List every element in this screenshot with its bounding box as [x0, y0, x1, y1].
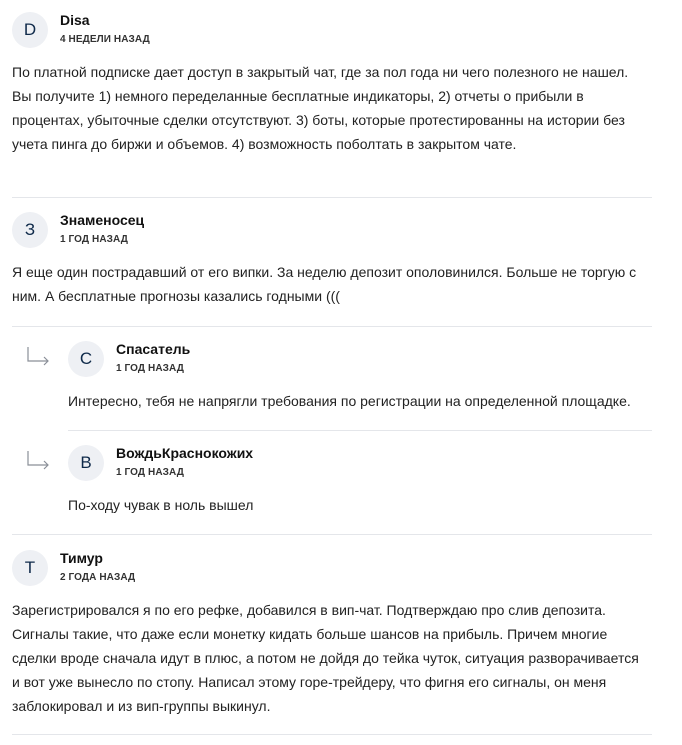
- divider: [12, 197, 652, 198]
- avatar: З: [12, 212, 48, 248]
- reply-comment: [68, 445, 652, 517]
- comment-time: 1 ГОД НАЗАД: [116, 467, 184, 478]
- comment-text: Интересно, тебя не напрягли требования по регистрации на определенной площадке.: [68, 393, 631, 409]
- comment-text: По платной подписке дает доступ в закрытый чат, где за пол года ни чего полезного не нашел. Вы получите 1) немного переделанные бесплатные индикаторы, 2) отчеты о прибыли в процентах, убыточные сделки отсутствуют. 3) боты, которые протестированны на истории без учета пинга до биржи и объемов. 4) возможность поболтать в закрытом чате.: [12, 64, 629, 152]
- divider: [68, 430, 652, 431]
- comment-time: 1 ГОД НАЗАД: [60, 234, 128, 245]
- avatar: В: [68, 445, 104, 481]
- divider: [12, 326, 652, 327]
- comment-time: 1 ГОД НАЗАД: [116, 363, 184, 374]
- divider: [12, 734, 652, 735]
- comment: [12, 12, 642, 156]
- divider: [12, 534, 652, 535]
- author-name[interactable]: Disa: [60, 12, 90, 28]
- comment-time: 4 НЕДЕЛИ НАЗАД: [60, 34, 150, 45]
- reply-comment: [68, 341, 652, 413]
- comment: [12, 212, 642, 308]
- author-name[interactable]: ВождьКраснокожих: [116, 445, 254, 461]
- author-name[interactable]: Знаменосец: [60, 212, 145, 228]
- comment-text: Зарегистрировался я по его рефке, добавился в вип-чат. Подтверждаю про слив депозита. Сигналы такие, что даже если монетку кидать больше шансов на прибыль. Причем многие сделки вроде сначала идут в плюс, а потом не дойдя до тейка чуток, ситуация разворачивается и вот уже вынесло по стопу. Написал этому горе-трейдеру, что фигня его сигналы, он меня заблокировал и из вип-группы выкинул.: [12, 602, 639, 714]
- avatar: D: [12, 12, 48, 48]
- author-name[interactable]: Спасатель: [116, 341, 191, 357]
- avatar: Т: [12, 550, 48, 586]
- comment-time: 2 ГОДА НАЗАД: [60, 572, 136, 583]
- reply-arrow-icon: [26, 346, 52, 366]
- reply-arrow-icon: [26, 450, 52, 470]
- avatar: С: [68, 341, 104, 377]
- comment-text: Я еще один пострадавший от его випки. За неделю депозит ополовинился. Больше не торгую с ним. А бесплатные прогнозы казались годными (((: [12, 264, 637, 304]
- comment: [12, 550, 642, 718]
- comment-text: По-ходу чувак в ноль вышел: [68, 497, 254, 513]
- author-name[interactable]: Тимур: [60, 550, 103, 566]
